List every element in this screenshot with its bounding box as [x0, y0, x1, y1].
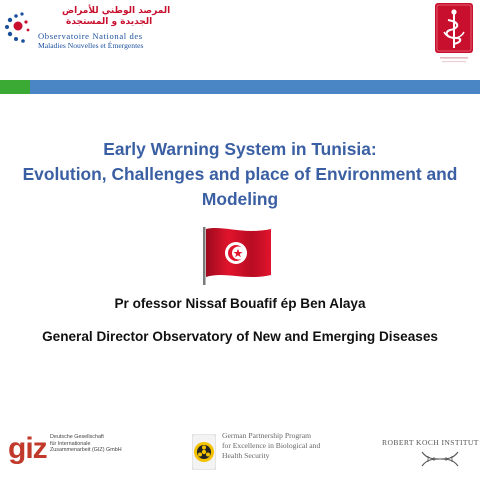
speaker-name: Pr ofessor Nissaf Bouafif ép Ben Alaya — [114, 296, 366, 311]
giz-line-3: Zusammenarbeit (GIZ) GmbH — [50, 447, 122, 453]
giz-line-1: Deutsche Gesellschaft — [50, 434, 104, 440]
org-arabic-line1: المرصد الوطني للأمراض — [62, 6, 171, 16]
gpp-line-1: German Partnership Program — [222, 431, 311, 440]
gpp-line-3: Health Security — [222, 451, 270, 460]
title-line-2: Evolution, Challenges and place of Environment and — [22, 164, 458, 184]
onmne-logo — [4, 4, 171, 54]
rki-molecule-icon — [420, 448, 460, 470]
giz-logo: giz — [8, 432, 47, 465]
slide-title — [10, 137, 470, 212]
tunisia-flag-icon — [203, 225, 273, 285]
red-caduceus-crest-icon — [434, 2, 474, 66]
divider-bar-green — [0, 80, 30, 94]
biohazard-emblem-icon — [192, 434, 216, 470]
divider-bar-blue — [30, 80, 480, 94]
speaker-role: General Director Observatory of New and Emerging Diseases — [42, 329, 438, 344]
rki-name: ROBERT KOCH INSTITUT — [382, 438, 479, 447]
gpp-line-2: for Excellence in Biological and — [222, 441, 321, 450]
gpp-description — [222, 431, 320, 461]
org-french-line1: Observatoire National des — [38, 31, 143, 41]
org-french-line2: Maladies Nouvelles et Émergentes — [38, 41, 144, 50]
title-line-1: Early Warning System in Tunisia: — [103, 139, 377, 159]
giz-description — [50, 434, 122, 454]
org-arabic-line2: الجديدة و المستجدة — [66, 17, 153, 27]
giz-line-2: für Internationale — [50, 440, 91, 447]
title-line-3: Modeling — [201, 189, 279, 209]
